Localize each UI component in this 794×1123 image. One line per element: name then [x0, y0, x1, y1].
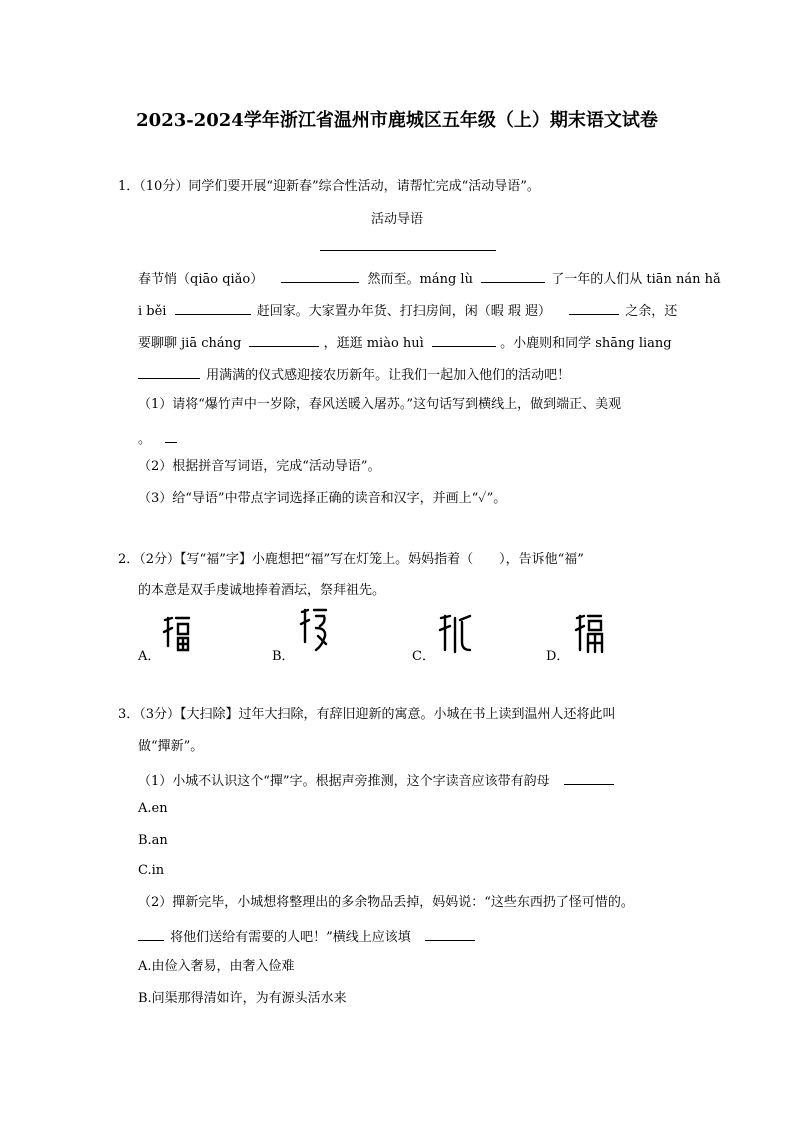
q2-option-d-label[interactable]: D．	[546, 649, 570, 664]
answer-blank[interactable]	[175, 300, 251, 315]
q1-sub-1-period: 。	[138, 432, 152, 447]
answer-blank[interactable]	[165, 428, 177, 443]
q3-sub-1-text: （1）小城不认识这个“撣”字。根据声旁推测，这个字读音应该带有韵母	[138, 774, 550, 789]
q1-line-2	[138, 300, 677, 321]
seal-fu-glyph-c-icon	[438, 612, 472, 654]
q1-line-3-a: 要聊聊 jiā cháng	[138, 336, 242, 351]
answer-blank[interactable]	[138, 364, 200, 379]
q1-line-2-a: i běi	[138, 304, 167, 319]
q1-line-1-a: 春节悄（qiāo qiǎo）	[138, 272, 264, 287]
answer-blank[interactable]	[138, 926, 164, 941]
q1-header: 1．（10分）同学们要开展“迎新春”综合性活动，请帮忙完成“活动导语”。	[118, 179, 540, 194]
q1-line-3-b: ，逛逛 miào huì	[323, 336, 424, 351]
q3-option-2a[interactable]: A.由俭入奢易，由奢入俭难	[138, 959, 295, 974]
q3-sub-2-cont	[138, 926, 475, 947]
answer-blank[interactable]	[564, 770, 614, 785]
q3-sub-1	[138, 770, 614, 791]
q1-sub-1: （1）请将“爆竹声中一岁除，春风送暖入屠苏。”这句话写到横线上，做到端正、美观	[138, 397, 622, 412]
q1-line-2-b: 赶回家。大家置办年货、打扫房间，闲（暇 瑕 遐）	[256, 304, 552, 319]
seal-fu-glyph-d-icon	[574, 612, 604, 654]
answer-blank[interactable]	[432, 332, 496, 347]
q2-option-b-label[interactable]: B．	[272, 649, 295, 664]
q3-option-1b[interactable]: B.an	[138, 833, 168, 848]
q1-line-1-c: 了一年的人们从 tiān nán hǎ	[551, 272, 721, 287]
answer-blank[interactable]	[249, 332, 319, 347]
q1-line-4-text: 用满满的仪式感迎接农历新年。让我们一起加入他们的活动吧！	[206, 368, 571, 383]
q1-line-4	[138, 364, 570, 385]
q2-option-c-label[interactable]: C．	[412, 649, 435, 664]
q1-line-1-b: 然而至。máng lù	[367, 272, 473, 287]
seal-fu-glyph-b-icon	[298, 606, 330, 656]
q1-title-blank[interactable]	[320, 250, 496, 251]
answer-blank[interactable]	[281, 268, 359, 283]
q2-line-2: 的本意是双手虔诚地捧着酒坛，祭拜祖先。	[138, 583, 386, 598]
q2-line-1: 2．（2分）【写“福”字】小鹿想把“福”写在灯笼上。妈妈指着（ ），告诉他“福”	[118, 552, 584, 567]
answer-blank[interactable]	[569, 300, 619, 315]
answer-blank[interactable]	[425, 926, 475, 941]
q1-sub-3: （3）给“导语”中带点字词选择正确的读音和汉字，并画上“✓”。	[138, 491, 507, 506]
q1-sub-1-cont	[138, 428, 177, 449]
q1-sub-2: （2）根据拼音写词语，完成“活动导语”。	[138, 459, 381, 474]
q3-line-2: 做“撣新”。	[138, 739, 204, 754]
q3-line-1: 3．（3分）【大扫除】过年大扫除，有辞旧迎新的寓意。小城在书上读到温州人还将此叫	[118, 707, 616, 722]
page-title: 2023-2024学年浙江省温州市鹿城区五年级（上）期末语文试卷	[136, 110, 658, 131]
q3-option-1a[interactable]: A.en	[138, 801, 168, 816]
q1-line-3-c: 。小鹿则和同学 shāng liang	[500, 336, 672, 351]
q3-option-2b[interactable]: B.问渠那得清如许，为有源头活水来	[138, 991, 347, 1006]
q3-sub-2: （2）撣新完毕，小城想将整理出的多余物品丢掉，妈妈说：“这些东西扔了怪可惜的。	[138, 895, 634, 910]
q1-line-1	[138, 268, 721, 289]
q2-option-a-label[interactable]: A．	[138, 649, 161, 664]
q1-line-2-c: 之余，还	[625, 304, 678, 319]
answer-blank[interactable]	[481, 268, 545, 283]
q3-sub-2-text: 将他们送给有需要的人吧！”横线上应该填	[170, 930, 411, 945]
q1-center-title: 活动导语	[370, 212, 423, 227]
q1-line-3	[138, 332, 672, 353]
seal-fu-glyph-a-icon	[162, 612, 192, 654]
q3-option-1c[interactable]: C.in	[138, 863, 165, 878]
